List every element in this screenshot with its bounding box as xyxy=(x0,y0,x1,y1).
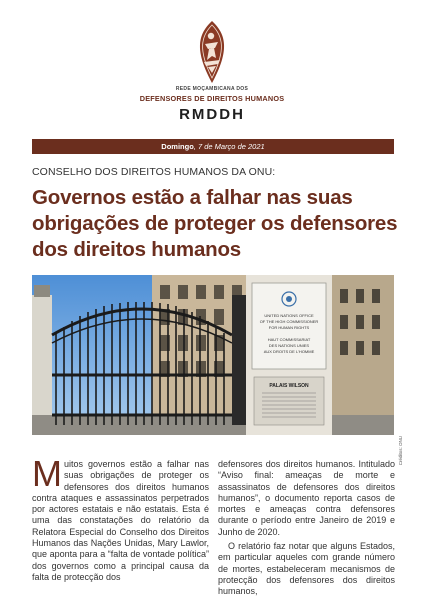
date-day: Domingo xyxy=(161,142,194,151)
plaque-title: PALAIS WILSON xyxy=(269,383,309,389)
palais-wilson-photo xyxy=(32,275,394,435)
paragraph: defensores dos direitos humanos. Intitulado “Aviso final: ameaças de morte e assassinatos de defensores dos direitos humanos”, o documento reporta casos de mortes e ameaças contra defensores durante o período entre Janeiro de 2019 e Junho de 2020. xyxy=(218,459,395,537)
org-name: DEFENSORES DE DIREITOS HUMANOS xyxy=(139,94,285,103)
plaque-line-1: UNITED NATIONS OFFICE xyxy=(264,313,314,318)
org-acronym: RMDDH xyxy=(179,106,245,123)
paragraph-text: uitos governos estão a falhar nas suas obrigações de proteger os defensores dos direitos humanos contra ataques e assassinatos perpetrados por actores estatais e não estatais. Esta é uma das constatações do relatório da Relatora Especial do Conselho dos Direitos Humanos das Nações Unidas, Mary Lawlor, que aponta para a “falta de vontade política” dos governos como a principal causa da falta de protecção dos xyxy=(32,459,209,582)
plaque-line-4: HAUT COMMISSARIAT xyxy=(267,337,311,342)
paragraph: O relatório faz notar que alguns Estados, em particular aqueles com grande número de mortes, estabeleceram mecanismos de protecção dos defensores dos direitos humanos, xyxy=(218,541,395,597)
section-label: CONSELHO DOS DIREITOS HUMANOS DA ONU: xyxy=(32,166,276,178)
article-column-left xyxy=(32,453,209,586)
headline: Governos estão a falhar nas suas obrigações de proteger os defensores dos direitos humanos xyxy=(32,186,398,261)
dropcap: M xyxy=(32,453,62,494)
date-text: , 7 de Março de 2021 xyxy=(193,142,265,151)
org-subtitle: REDE MOÇAMBICANA DOS xyxy=(175,86,249,92)
plaque-line-6: AUX DROITS DE L'HOMME xyxy=(263,349,315,354)
rmddh-emblem-icon xyxy=(192,20,232,84)
plaque-line-3: FOR HUMAN RIGHTS xyxy=(268,325,310,330)
article-column-right xyxy=(218,459,395,601)
plaque-line-5: DES NATIONS UNIES xyxy=(268,343,310,348)
org-logo xyxy=(0,20,424,84)
photo-credit: Créditos: ONU xyxy=(398,436,403,466)
date-bar xyxy=(32,139,394,154)
paragraph xyxy=(32,453,209,583)
article-photo xyxy=(32,275,394,435)
plaque-line-2: OF THE HIGH COMMISSIONER xyxy=(259,319,319,324)
